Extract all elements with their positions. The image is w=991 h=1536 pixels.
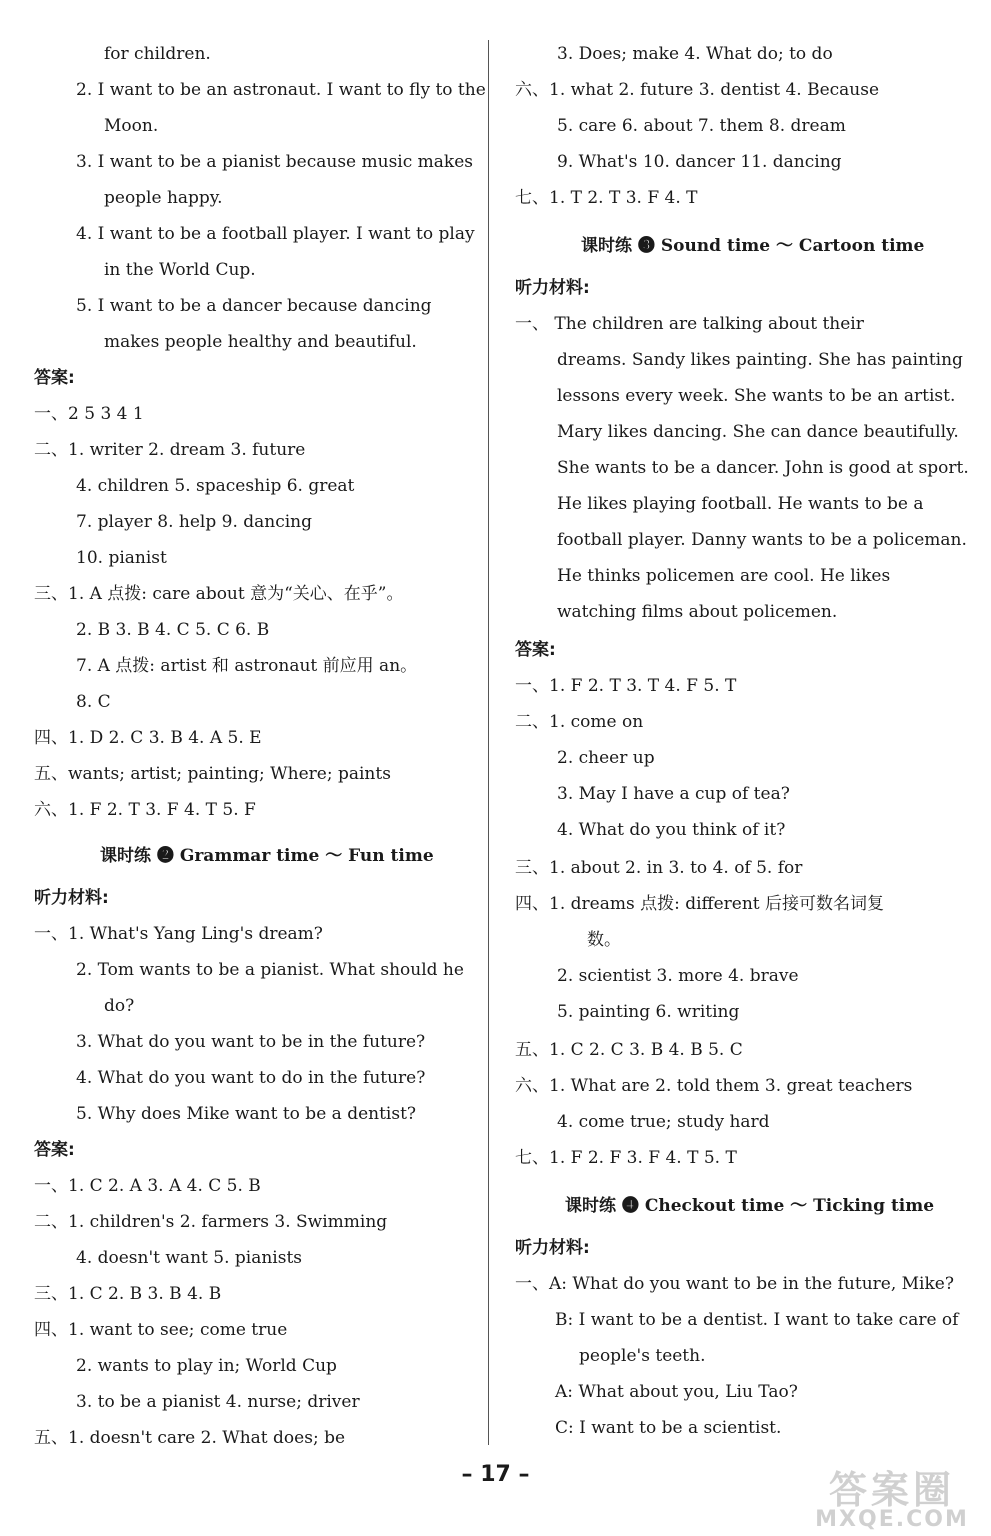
text-line: 七、1. F 2. F 3. F 4. T 5. T <box>515 1148 737 1168</box>
text-line: people's teeth. <box>579 1346 706 1366</box>
text-line: 8. C <box>76 692 111 712</box>
watermark-top: 答案圈 <box>828 1468 955 1512</box>
text-line: A: What about you, Liu Tao? <box>555 1382 798 1402</box>
text-line: do? <box>104 996 135 1016</box>
page-number: – 17 – <box>461 1462 530 1487</box>
column-divider <box>488 40 489 1445</box>
text-line: 4. come true; study hard <box>557 1112 770 1132</box>
listening-heading: 听力材料: <box>515 1238 590 1258</box>
text-line: 4. What do you think of it? <box>557 820 786 840</box>
text-line: C: I want to be a scientist. <box>555 1418 782 1438</box>
text-line: 数。 <box>587 930 621 950</box>
text-line: 四、1. dreams 点拨: different 后接可数名词复 <box>515 894 885 914</box>
text-line: 5. care 6. about 7. them 8. dream <box>557 116 846 136</box>
text-line: dreams. Sandy likes painting. She has painting <box>557 350 963 370</box>
text-line: lessons every week. She wants to be an artist. <box>557 386 956 406</box>
text-line: 二、1. writer 2. dream 3. future <box>34 440 306 460</box>
text-line: 四、1. want to see; come true <box>34 1320 288 1340</box>
text-line: 2. wants to play in; World Cup <box>76 1356 337 1376</box>
answer-heading: 答案: <box>34 368 75 388</box>
section-title: 课时练 ❷ Grammar time ～ Fun time <box>100 846 434 866</box>
text-line: Moon. <box>104 116 159 136</box>
text-line: 4. doesn't want 5. pianists <box>76 1248 302 1268</box>
text-line: 二、1. come on <box>515 712 644 732</box>
text-line: 3. I want to be a pianist because music makes <box>76 152 474 172</box>
text-line: Mary likes dancing. She can dance beautifully. <box>557 422 959 442</box>
text-line: 五、1. doesn't care 2. What does; be <box>34 1428 346 1448</box>
text-line: 2. scientist 3. more 4. brave <box>557 966 799 986</box>
text-line: 4. children 5. spaceship 6. great <box>76 476 355 496</box>
text-line: 3. Does; make 4. What do; to do <box>557 44 833 64</box>
text-line: 五、wants; artist; painting; Where; paints <box>34 764 391 784</box>
text-line: 4. What do you want to do in the future? <box>76 1068 426 1088</box>
text-line: 四、1. D 2. C 3. B 4. A 5. E <box>34 728 262 748</box>
text-line: He likes playing football. He wants to be a <box>557 494 924 514</box>
text-line: 2. cheer up <box>557 748 655 768</box>
section-title: 课时练 ❸ Sound time ～ Cartoon time <box>581 236 925 256</box>
text-line: 三、1. C 2. B 3. B 4. B <box>34 1284 222 1304</box>
text-line: He thinks policemen are cool. He likes <box>557 566 891 586</box>
answer-heading: 答案: <box>515 640 556 660</box>
text-line: people happy. <box>104 188 223 208</box>
text-line: 五、1. C 2. C 3. B 4. B 5. C <box>515 1040 743 1060</box>
section-title: 课时练 ❹ Checkout time ～ Ticking time <box>565 1196 935 1216</box>
text-line: 一、2 5 3 4 1 <box>34 404 144 424</box>
text-line: 三、1. A 点拨: care about 意为“关心、在乎”。 <box>34 584 404 604</box>
text-line: 9. What's 10. dancer 11. dancing <box>557 152 842 172</box>
text-line: 一、A: What do you want to be in the future, Mike? <box>515 1274 954 1294</box>
text-line: 一、 The children are talking about their <box>515 314 864 334</box>
text-line: 4. I want to be a football player. I want to play <box>76 224 475 244</box>
text-line: 7. A 点拨: artist 和 astronaut 前应用 an。 <box>76 656 418 676</box>
text-line: B: I want to be a dentist. I want to take care of <box>555 1310 959 1330</box>
text-line: 一、1. What's Yang Ling's dream? <box>34 924 323 944</box>
text-line: 3. May I have a cup of tea? <box>557 784 790 804</box>
text-line: 2. B 3. B 4. C 5. C 6. B <box>76 620 270 640</box>
text-line: 七、1. T 2. T 3. F 4. T <box>515 188 698 208</box>
watermark-bottom: MXQE.COM <box>815 1507 969 1532</box>
text-line: 一、1. C 2. A 3. A 4. C 5. B <box>34 1176 261 1196</box>
text-line: 5. I want to be a dancer because dancing <box>76 296 432 316</box>
text-line: 3. What do you want to be in the future? <box>76 1032 426 1052</box>
text-line: 六、1. F 2. T 3. F 4. T 5. F <box>34 800 256 820</box>
text-line: She wants to be a dancer. John is good at sport. <box>557 458 969 478</box>
text-line: 2. Tom wants to be a pianist. What should he <box>76 960 464 980</box>
text-line: 2. I want to be an astronaut. I want to fly to the <box>76 80 486 100</box>
text-line: 5. Why does Mike want to be a dentist? <box>76 1104 417 1124</box>
answer-heading: 答案: <box>34 1140 75 1160</box>
text-line: in the World Cup. <box>104 260 256 280</box>
text-line: football player. Danny wants to be a policeman. <box>557 530 967 550</box>
listening-heading: 听力材料: <box>34 888 109 908</box>
text-line: 10. pianist <box>76 548 167 568</box>
text-line: 5. painting 6. writing <box>557 1002 740 1022</box>
text-line: 7. player 8. help 9. dancing <box>76 512 313 532</box>
text-line: 二、1. children's 2. farmers 3. Swimming <box>34 1212 388 1232</box>
text-line: makes people healthy and beautiful. <box>104 332 417 352</box>
watermark-logo <box>807 1470 977 1530</box>
text-line: for children. <box>104 44 211 64</box>
text-line: 六、1. What are 2. told them 3. great teachers <box>515 1076 913 1096</box>
text-line: watching films about policemen. <box>557 602 838 622</box>
text-line: 三、1. about 2. in 3. to 4. of 5. for <box>515 858 803 878</box>
text-line: 3. to be a pianist 4. nurse; driver <box>76 1392 360 1412</box>
text-line: 六、1. what 2. future 3. dentist 4. Because <box>515 80 880 100</box>
listening-heading: 听力材料: <box>515 278 590 298</box>
text-line: 一、1. F 2. T 3. T 4. F 5. T <box>515 676 737 696</box>
